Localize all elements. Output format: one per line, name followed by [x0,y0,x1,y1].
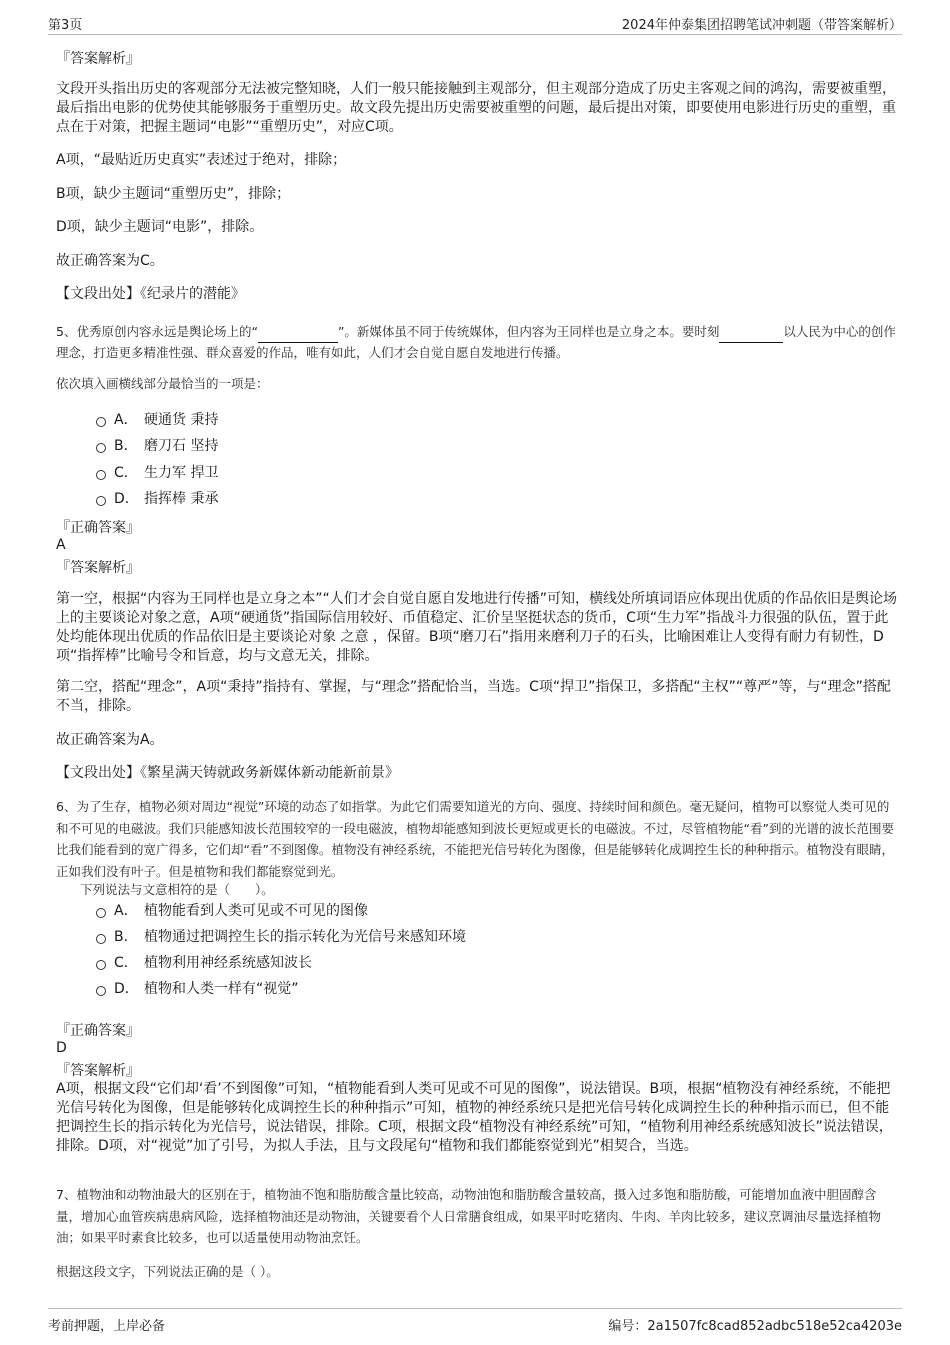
page-header [48,10,902,35]
q5-answer-heading: 『正确答案』 [56,520,140,536]
q6-option-c[interactable] [96,953,312,973]
q6-option-b[interactable] [96,927,466,947]
q6-option-d[interactable] [96,979,299,999]
q5-option-d-text: 指挥棒 秉承 [144,491,219,507]
q5-option-a[interactable] [96,410,218,430]
q6-answer: D [56,1040,67,1056]
q4-analysis-heading: 『答案解析』 [56,51,140,67]
q6-option-a[interactable] [96,901,368,921]
radio-circle-icon[interactable] [96,417,106,427]
q5-prompt: 依次填入画横线部分最恰当的一项是： [56,376,269,391]
q6-option-a-text: 植物能看到人类可见或不可见的图像 [144,903,368,919]
q5-option-b[interactable] [96,436,218,456]
page-number: 第3页 [48,18,83,33]
q5-analysis-heading: 『答案解析』 [56,560,140,576]
page-footer [48,1308,902,1335]
q6-option-d-text: 植物和人类一样有“视觉” [144,981,299,997]
q5-option-c-text: 生力军 捍卫 [144,465,219,481]
q5-analysis-paragraph-2: 第二空，搭配“理念”，A项“秉持”指持有、掌握，与“理念”搭配恰当，当选。C项“捍卫”指保卫，多搭配“主权”“尊严”等，与“理念”搭配不当，排除。 [56,679,891,714]
q6-option-b-text: 植物通过把调控生长的指示转化为光信号来感知环境 [144,929,466,945]
q4-analysis-option-d: D项，缺少主题词“电影”，排除。 [56,219,264,235]
q5-stem-part3: 以人民为中心的创作理念，打造更多精准性强、群众喜爱的作品，唯有如此，人们才会自觉自愿自发地进行传播。 [56,324,896,360]
radio-circle-icon[interactable] [96,443,106,453]
q5-conclusion: 故正确答案为A。 [56,732,164,748]
q5-answer: A [56,537,66,553]
q5-option-a-text: 硬通货 秉持 [144,412,219,428]
q6-prompt: 下列说法与文意相符的是（ ）。 [80,882,274,897]
q6-answer-heading: 『正确答案』 [56,1023,140,1039]
document-code: 编号：2a1507fc8cad852adbc518e52ca4203e [608,1319,902,1334]
q5-analysis-paragraph-1: 第一空，根据“内容为王同样也是立身之本”“人们才会自觉自愿自发地进行传播”可知，横线处所填词语应体现出优质的作品依旧是舆论场上的主要谈论对象之意，A项“硬通货”指国际信用较好、币值稳定、汇价呈坚挺状态的货币，C项“生力军”指战斗力很强的队伍，置于此处均能体现出优质的作品依旧是主要谈论对象 之意 ，保留。B项“磨刀石”指用来磨利刀子的石头，比喻困难让人变得有耐力有韧性，D项“指挥棒”比喻号令和旨意，均与文意无关，排除。 [56,591,898,664]
radio-circle-icon[interactable] [96,960,106,970]
q6-option-c-letter: C． [114,955,138,971]
q5-option-b-text: 磨刀石 坚持 [144,438,219,454]
q6-option-a-letter: A． [114,903,138,919]
q6-analysis-heading: 『答案解析』 [56,1063,140,1079]
q5-option-d[interactable] [96,489,218,509]
q6-option-b-letter: B． [114,929,138,945]
q5-blank-1 [258,322,338,343]
q5-option-c-letter: C． [114,465,138,481]
q5-stem [56,322,898,363]
q4-conclusion: 故正确答案为C。 [56,253,164,269]
q7-stem: 7、植物油和动物油最大的区别在于，植物油不饱和脂肪酸含量比较高，动物油饱和脂肪酸含量较高，摄入过多饱和脂肪酸，可能增加血液中胆固醇含量，增加心血管疾病患病风险，选择植物油还是动物油，关键要看个人日常膳食组成，如果平时吃猪肉、牛肉、羊肉比较多，建议烹调油尽量选择植物油；如果平时素食比较多，也可以适量使用动物油烹饪。 [56,1187,882,1245]
footer-slogan: 考前押题，上岸必备 [48,1319,166,1334]
q7-prompt: 根据这段文字，下列说法正确的是（ ）。 [56,1264,279,1279]
radio-circle-icon[interactable] [96,908,106,918]
q4-analysis-option-b: B项，缺少主题词“重塑历史”，排除； [56,186,291,202]
radio-circle-icon[interactable] [96,470,106,480]
q6-analysis-paragraph: A项，根据文段“它们却‘看’不到图像”可知，“植物能看到人类可见或不可见的图像”，说法错误。B项，根据“植物没有神经系统，不能把光信号转化为图像，但是能够转化成调控生长的种种指示”可知，植物的神经系统只是把光信号转化成调控生长的种种指示而已，但不能把调控生长的指示转化为光信号，说法错误，排除。C项，根据文段“植物没有神经系统”可知，“植物利用神经系统感知波长”说法错误，排除。D项，对“视觉”加了引号，为拟人手法，且与文段尾句“植物和我们都能察觉到光”相契合，当选。 [56,1081,893,1154]
q4-analysis-paragraph: 文段开头指出历史的客观部分无法被完整知晓，人们一般只能接触到主观部分，但主观部分造成了历史主客观之间的鸿沟，需要被重塑，最后指出电影的优势使其能够服务于重塑历史。故文段先提出历史需要被重塑的问题，最后提出对策，即要使用电影进行历史的重塑，重点在于对策，把握主题词“电影”“重塑历史”，对应C项。 [56,81,896,135]
q5-blank-2 [719,322,783,343]
q5-option-c[interactable] [96,463,218,483]
q5-option-b-letter: B． [114,438,138,454]
q5-stem-part1: 5、优秀原创内容永远是舆论场上的“ [56,324,258,339]
q6-option-c-text: 植物利用神经系统感知波长 [144,955,312,971]
q4-source: 【文段出处】《纪录片的潜能》 [56,286,245,302]
q6-stem: 6、为了生存，植物必须对周边“视觉”环境的动态了如指掌。为此它们需要知道光的方向、强度、持续时间和颜色。毫无疑问，植物可以察觉人类可见的和不可见的电磁波。我们只能感知波长范围较窄的一段电磁波，植物却能感知到波长更短或更长的电磁波。不过，尽管植物能“看”到的光谱的波长范围要比我们能看到的宽广得多，它们却“看”不到图像。植物没有神经系统，不能把光信号转化为图像，但是能够转化成调控生长的种种指示。植物没有眼睛，正如我们没有叶子。但是植物和我们都能察觉到光。 [56,799,894,879]
q5-stem-part2: ”。新媒体虽不同于传统媒体，但内容为王同样也是立身之本。要时刻 [337,324,720,339]
document-title: 2024年仲泰集团招聘笔试冲刺题（带答案解析） [621,18,902,33]
q5-option-d-letter: D． [114,491,139,507]
q6-option-d-letter: D． [114,981,139,997]
radio-circle-icon[interactable] [96,986,106,996]
q5-source: 【文段出处】《繁星满天铸就政务新媒体新动能新前景》 [56,765,399,781]
radio-circle-icon[interactable] [96,496,106,506]
q5-option-a-letter: A． [114,412,138,428]
radio-circle-icon[interactable] [96,934,106,944]
q4-analysis-option-a: A项，“最贴近历史真实”表述过于绝对，排除； [56,152,347,168]
